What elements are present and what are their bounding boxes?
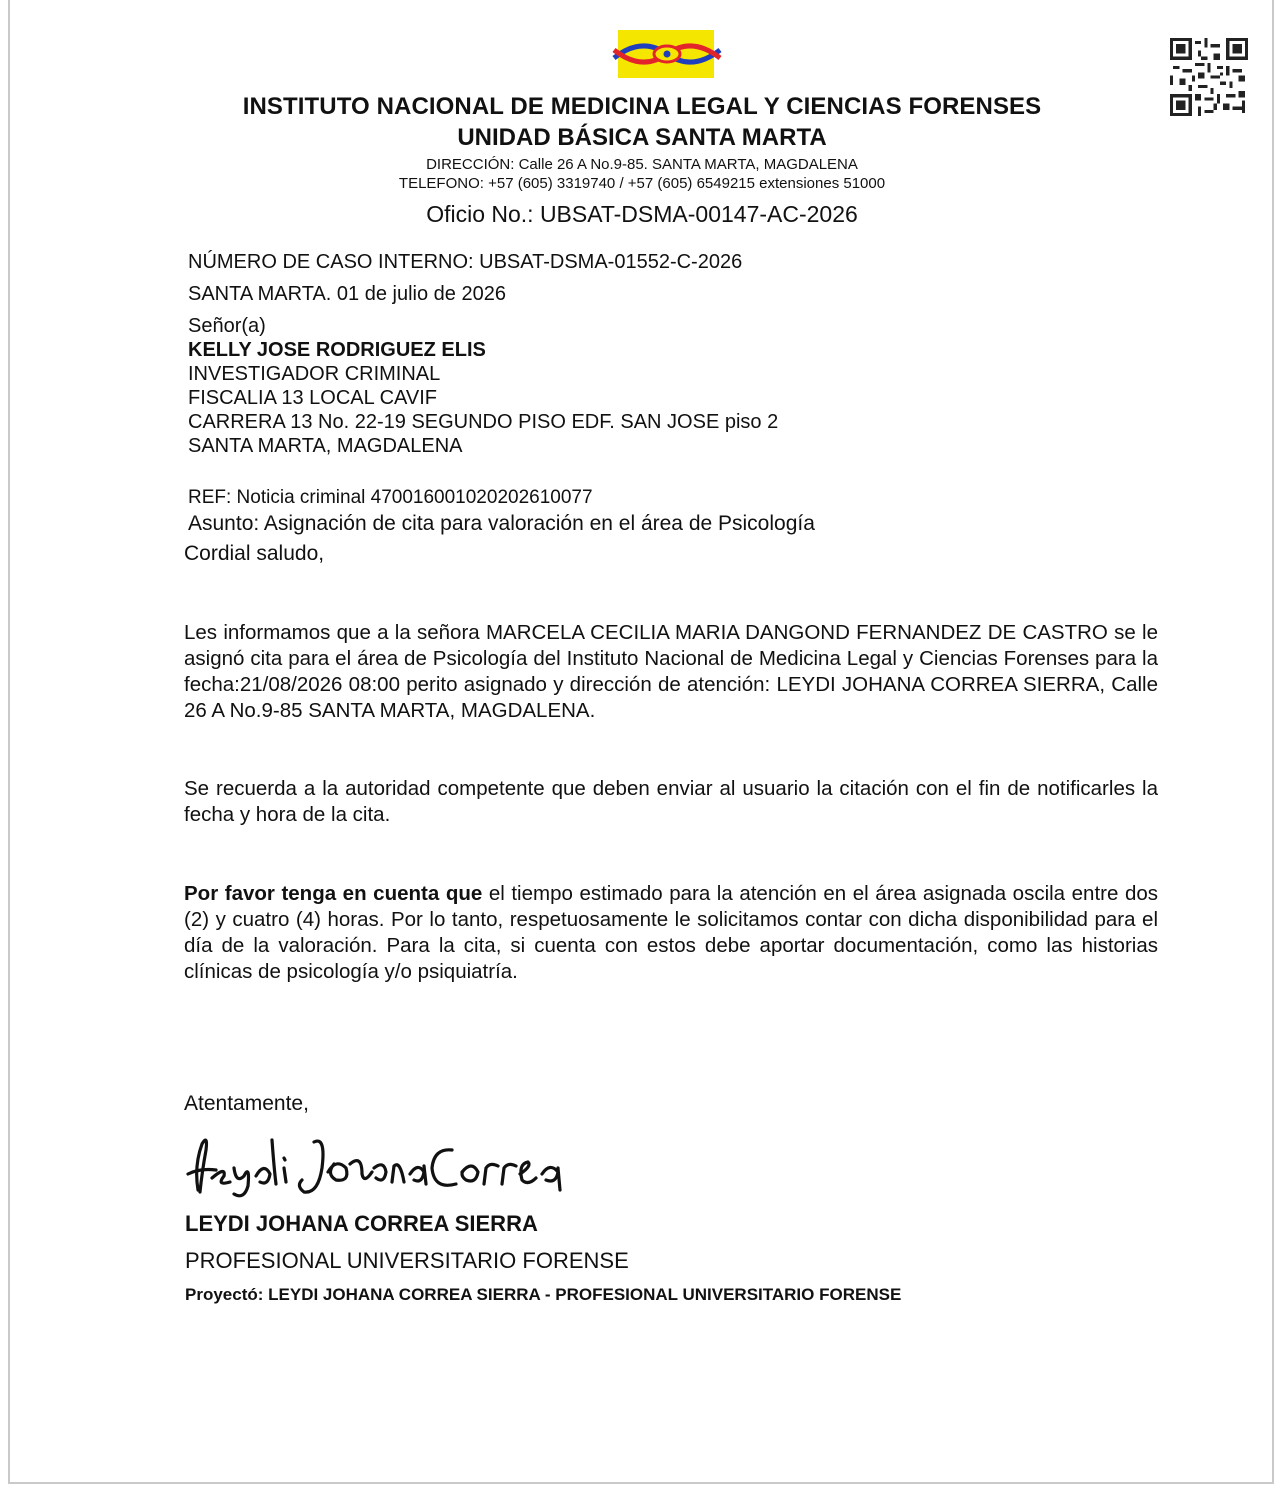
signature-image — [186, 1128, 576, 1206]
notice-rest: el tiempo estimado para la atención en el área asignada oscila entre dos (2) y cuatro (4) horas. Por lo tanto, respetuosamente le solicitamos contar con dicha disponibilidad para el día de la valoración. Para la cita, si cuenta con estos debe aportar documentación, como las historias clínicas de psicología y/o psiquiatría. — [184, 882, 1158, 983]
projected-by: Proyectó: LEYDI JOHANA CORREA SIERRA - PROFESIONAL UNIVERSITARIO FORENSE — [185, 1285, 902, 1304]
notice-lead: Por favor tenga en cuenta que — [184, 882, 483, 905]
recipient-city: SANTA MARTA, MAGDALENA — [188, 435, 463, 457]
oficio-number: Oficio No.: UBSAT-DSMA-00147-AC-2026 — [426, 201, 858, 227]
paragraph-reminder: Se recuerda a la autoridad competente que deben enviar al usuario la citación con el fin de notificarles la fecha y hora de la cita. — [184, 777, 1158, 826]
paragraph-appointment: Les informamos que a la señora MARCELA CECILIA MARIA DANGOND FERNANDEZ DE CASTRO se le asignó cita para el área de Psicología del Instituto Nacional de Medicina Legal y Ciencias Forenses para la fecha:21/08/2026 08:00 perito asignado y dirección de atención: LEYDI JOHANA CORREA SIERRA, Calle 26 A No.9-85 SANTA MARTA, MAGDALENA. — [184, 621, 1158, 722]
recipient-office: FISCALIA 13 LOCAL CAVIF — [188, 387, 437, 409]
signer-name: LEYDI JOHANA CORREA SIERRA — [185, 1211, 538, 1236]
institution-phone: TELEFONO: +57 (605) 3319740 / +57 (605) 6549215 extensiones 51000 — [398, 175, 886, 192]
institution-logo-icon — [612, 28, 722, 80]
institution-address: DIRECCIÓN: Calle 26 A No.9-85. SANTA MARTA, MAGDALENA — [426, 156, 858, 173]
reference: REF: Noticia criminal 470016001020202610077 — [188, 487, 593, 508]
recipient-name: KELLY JOSE RODRIGUEZ ELIS — [188, 339, 486, 361]
salutation-title: Señor(a) — [188, 315, 266, 337]
case-number: NÚMERO DE CASO INTERNO: UBSAT-DSMA-01552-C-2026 — [188, 251, 743, 273]
institution-name: INSTITUTO NACIONAL DE MEDICINA LEGAL Y CIENCIAS FORENSES — [242, 93, 1042, 120]
place-date: SANTA MARTA. 01 de julio de 2026 — [188, 283, 506, 305]
recipient-address: CARRERA 13 No. 22-19 SEGUNDO PISO EDF. SAN JOSE piso 2 — [188, 411, 779, 433]
paragraph-notice — [184, 881, 1158, 985]
unit-name: UNIDAD BÁSICA SANTA MARTA — [457, 124, 827, 151]
greeting: Cordial saludo, — [184, 542, 325, 565]
signer-title: PROFESIONAL UNIVERSITARIO FORENSE — [185, 1248, 629, 1273]
closing: Atentamente, — [184, 1092, 309, 1115]
subject: Asunto: Asignación de cita para valoración en el área de Psicología — [188, 512, 815, 535]
recipient-role: INVESTIGADOR CRIMINAL — [188, 363, 441, 385]
